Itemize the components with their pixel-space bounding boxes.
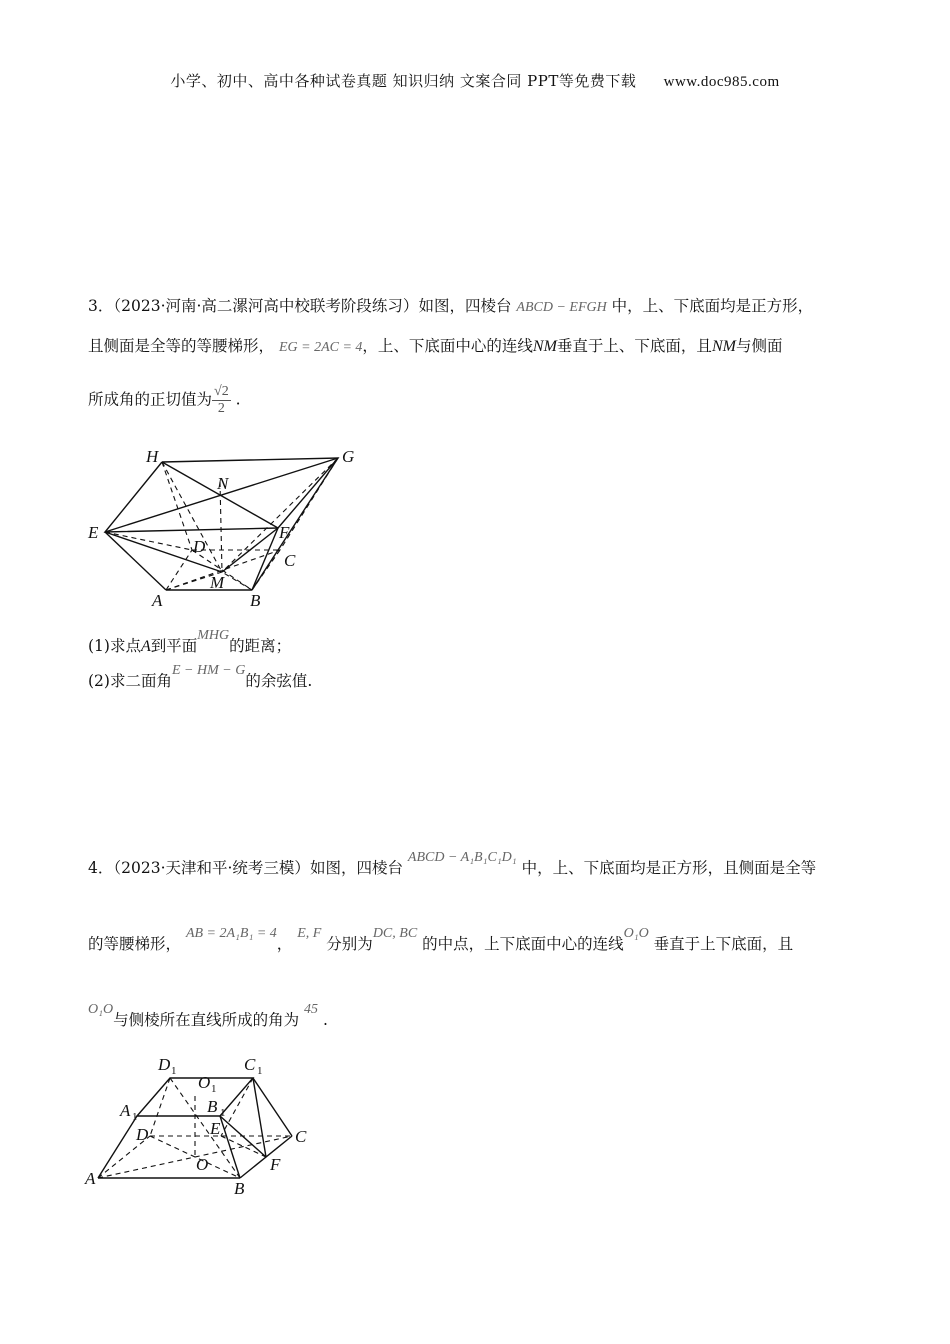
q4-text: 中，上、下底面均是正方形，且侧面是全等 [521, 859, 817, 877]
q3-nm: NM [711, 338, 736, 355]
q3-label-g: G [342, 447, 355, 466]
q4-label-d1: D [158, 1055, 171, 1074]
q3-part-2 [88, 663, 313, 694]
q3-edge-gm [222, 458, 338, 572]
q4-edge-d1d [150, 1078, 170, 1136]
header-url[interactable]: www.doc985.com [663, 74, 780, 90]
q4-segment-c1f [253, 1078, 266, 1157]
q3-fraction [212, 384, 231, 417]
q3-text: ，上、下底面中心的连线 [362, 337, 533, 355]
q3-part-1-text: 的距离； [229, 637, 292, 655]
q4-label-d: D [136, 1125, 149, 1144]
q3-line-1 [88, 295, 813, 319]
q3-text: 与侧面 [735, 337, 783, 355]
q3-line-3 [88, 384, 241, 417]
q3-label-h: H [146, 447, 159, 466]
q3-text: 中，上、下底面均是正方形， [611, 297, 814, 315]
q4-segments-dc-bc: DC, BC [372, 926, 418, 941]
q3-part-2-angle: E − HM − G [171, 663, 246, 678]
q4-line-3 [88, 1002, 328, 1033]
q4-edge-c1c [253, 1078, 292, 1136]
q4-points-ef: E, F [297, 926, 322, 941]
q4-text: 如图，四棱台 [309, 859, 403, 877]
q4-number: 4． [88, 859, 114, 877]
q4-label-f: F [270, 1155, 281, 1174]
q3-edge-bg [252, 458, 338, 590]
q4-source: （2023·天津和平·统考三模） [113, 859, 310, 877]
q3-number: 3． [88, 297, 114, 315]
q4-label-e: E [210, 1119, 221, 1138]
q4-text: . [322, 1011, 328, 1029]
q3-edge-ad [166, 550, 192, 590]
q3-edge-ea [105, 532, 166, 590]
q3-label-e: E [88, 523, 99, 542]
q4-text: 的等腰梯形， [88, 935, 182, 953]
q4-label-o1-sub: 1 [211, 1083, 217, 1095]
q4-segment-o1o: O₁O [623, 926, 649, 941]
q3-label-c: C [284, 551, 296, 570]
q3-line-2 [88, 335, 782, 359]
q3-fraction-denominator: 2 [217, 401, 225, 416]
q4-label-c1: C [244, 1055, 256, 1074]
q3-figure [80, 440, 380, 620]
q3-label-m: M [210, 573, 225, 592]
q3-label-f: F [279, 523, 290, 542]
q4-text: 分别为 [326, 935, 373, 953]
q4-text: 的中点，上下底面中心的连线 [422, 935, 624, 953]
q3-text: . [235, 390, 241, 409]
header-title: 小学、初中、高中各种试卷真题 知识归纳 文案合同 PPT等免费下载 [170, 72, 637, 90]
q4-text: 垂直于上下底面，且 [653, 935, 794, 953]
q4-label-a: A [85, 1169, 96, 1188]
q4-label-a1-sub: 1 [132, 1111, 138, 1123]
q4-segment-o1o: O₁O [88, 1002, 114, 1017]
q3-label-b: B [250, 591, 261, 610]
q4-label-c1-sub: 1 [257, 1065, 263, 1077]
q4-label-d1-sub: 1 [171, 1065, 177, 1077]
q3-source: （2023·河南·高二漯河高中校联考阶段练习） [113, 297, 419, 315]
q4-label-a1: A [120, 1101, 131, 1120]
q3-diagonal-eg [105, 458, 338, 532]
q4-solid-formula: ABCD − A₁B₁C₁D₁ [407, 850, 517, 865]
q3-text: 所成角的正切值为 [88, 390, 213, 409]
q4-line-2 [88, 926, 794, 957]
q4-edge-a1a [98, 1116, 137, 1178]
q3-part-1-text: (1)求点 [88, 637, 141, 655]
q4-label-b1: B [207, 1097, 218, 1116]
q3-fraction-numerator: √2 [214, 384, 229, 399]
q4-figure [80, 1048, 340, 1198]
q3-label-a: A [152, 591, 163, 610]
q3-label-n: N [217, 474, 229, 493]
q4-line-1 [88, 850, 817, 881]
q3-condition-formula: EG = 2AC = 4 [278, 340, 363, 355]
q3-solid-formula: ABCD − EFGH [516, 300, 607, 315]
q4-label-b: B [234, 1179, 245, 1198]
page-header [0, 70, 950, 91]
q4-condition-formula: AB = 2A₁B₁ = 4 [185, 926, 277, 941]
q4-text: 与侧棱所在直线所成的角为 [113, 1011, 300, 1029]
q3-text: 且侧面是全等的等腰梯形， [88, 337, 275, 355]
q3-nm: NM [532, 338, 557, 355]
q3-part-1-plane: MHG [197, 628, 230, 643]
q4-label-c: C [295, 1127, 307, 1146]
q3-part-2-text: 的余弦值. [245, 672, 313, 690]
q4-label-o1: O [198, 1073, 211, 1092]
q4-text: ， [276, 935, 293, 953]
q4-segment-c1e [221, 1078, 253, 1136]
q4-label-b1-sub: 1 [220, 1107, 226, 1119]
q3-part-1-point: A [140, 638, 151, 655]
q3-part-1-text: 到平面 [150, 637, 198, 655]
q3-text: 垂直于上、下底面，且 [556, 337, 712, 355]
q3-label-d: D [193, 537, 206, 556]
q4-angle-value: 45 [304, 1002, 319, 1017]
q4-label-o: O [196, 1155, 209, 1174]
q3-part-1 [88, 628, 292, 659]
q3-text: 如图，四棱台 [418, 297, 512, 315]
q3-part-2-text: (2)求二面角 [88, 672, 172, 690]
